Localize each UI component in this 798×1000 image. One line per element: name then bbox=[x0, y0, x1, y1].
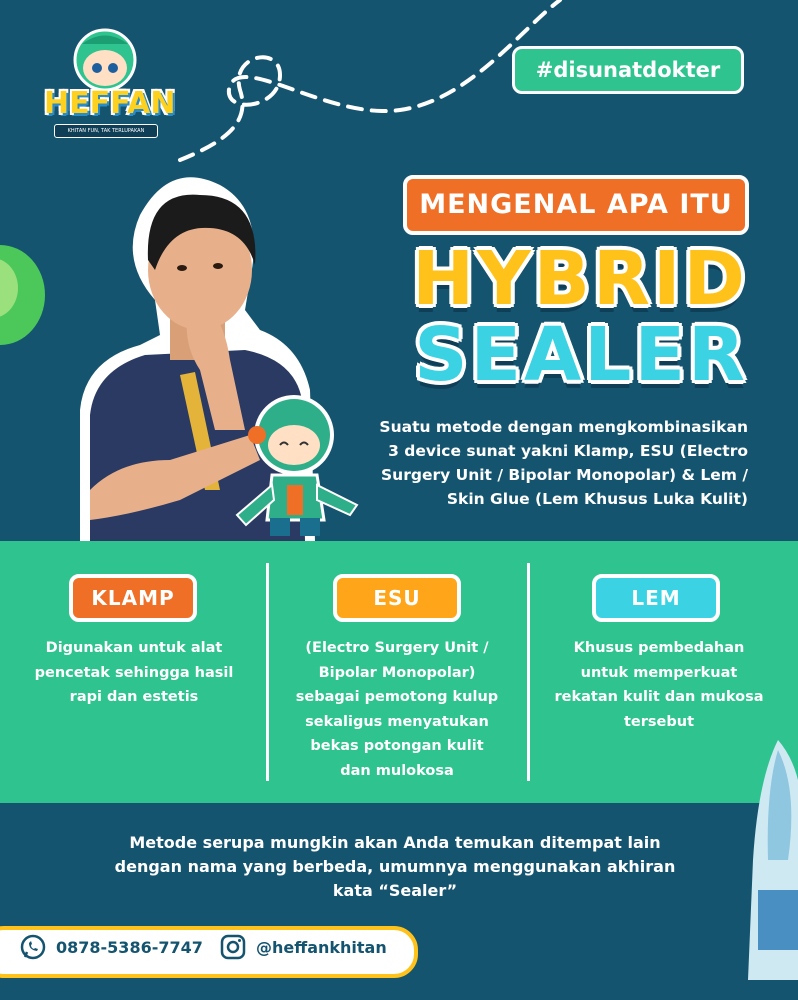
description-line: 3 device sunat yakni Klamp, ESU (Electro bbox=[388, 442, 748, 460]
device-columns-section bbox=[0, 541, 798, 803]
lem-description bbox=[534, 636, 784, 734]
klamp-label: KLAMP bbox=[69, 574, 197, 622]
lem-line: tersebut bbox=[623, 713, 694, 730]
instagram-handle[interactable]: @heffankhitan bbox=[256, 938, 387, 957]
esu-line: (Electro Surgery Unit / bbox=[305, 640, 489, 656]
esu-line: dan mulokosa bbox=[340, 762, 454, 779]
lem-line: rekatan kulit dan mukosa bbox=[554, 689, 764, 705]
leaf-decoration-icon bbox=[0, 240, 50, 360]
footer-note-line: kata “Sealer” bbox=[332, 881, 458, 900]
lem-label: LEM bbox=[592, 574, 720, 622]
klamp-line: Digunakan untuk alat bbox=[45, 640, 223, 656]
hashtag-badge: #disunatdokter bbox=[512, 46, 744, 94]
klamp-line: rapi dan estetis bbox=[69, 689, 199, 705]
rocket-decoration-icon bbox=[738, 740, 798, 980]
description-line: Suatu metode dengan mengkombinasikan bbox=[379, 418, 748, 436]
esu-line: bekas potongan kulit bbox=[310, 738, 484, 754]
robot-mascot-illustration bbox=[232, 390, 362, 540]
mascot-head-icon bbox=[40, 22, 170, 92]
klamp-line: pencetak sehingga hasil bbox=[34, 664, 234, 681]
description-text bbox=[362, 415, 748, 511]
headline-hybrid: HYBRID bbox=[412, 236, 748, 322]
klamp-description bbox=[10, 636, 258, 710]
logo-wordmark: HEFFAN bbox=[44, 86, 176, 121]
esu-description bbox=[272, 636, 522, 783]
footer-note-line: Metode serupa mungkin akan Anda temukan ditempat lain bbox=[129, 833, 661, 852]
description-line: Skin Glue (Lem Khusus Luka Kulit) bbox=[446, 490, 748, 508]
heffan-logo bbox=[40, 22, 176, 134]
description-line: Surgery Unit / Bipolar Monopolar) & Lem / bbox=[381, 466, 748, 484]
column-divider bbox=[527, 563, 530, 781]
esu-line: sebagai pemotong kulup bbox=[295, 689, 499, 705]
footer-note-line: dengan nama yang berbeda, umumnya menggunakan akhiran bbox=[114, 857, 676, 876]
logo-tagline: KHITAN FUN, TAK TERLUPAKAN bbox=[54, 124, 158, 138]
headline-sealer: SEALER bbox=[414, 312, 748, 398]
esu-line: sekaligus menyatukan bbox=[305, 713, 489, 730]
instagram-icon bbox=[220, 934, 246, 960]
column-divider bbox=[266, 563, 269, 781]
footer-note bbox=[60, 831, 730, 903]
headline-kicker: MENGENAL APA ITU bbox=[403, 175, 749, 235]
lem-line: Khusus pembedahan bbox=[573, 640, 745, 656]
esu-line: Bipolar Monopolar) bbox=[318, 664, 476, 681]
esu-label: ESU bbox=[333, 574, 461, 622]
phone-number[interactable]: 0878-5386-7747 bbox=[56, 938, 203, 957]
lem-line: untuk memperkuat bbox=[580, 664, 738, 681]
whatsapp-icon bbox=[20, 934, 46, 960]
